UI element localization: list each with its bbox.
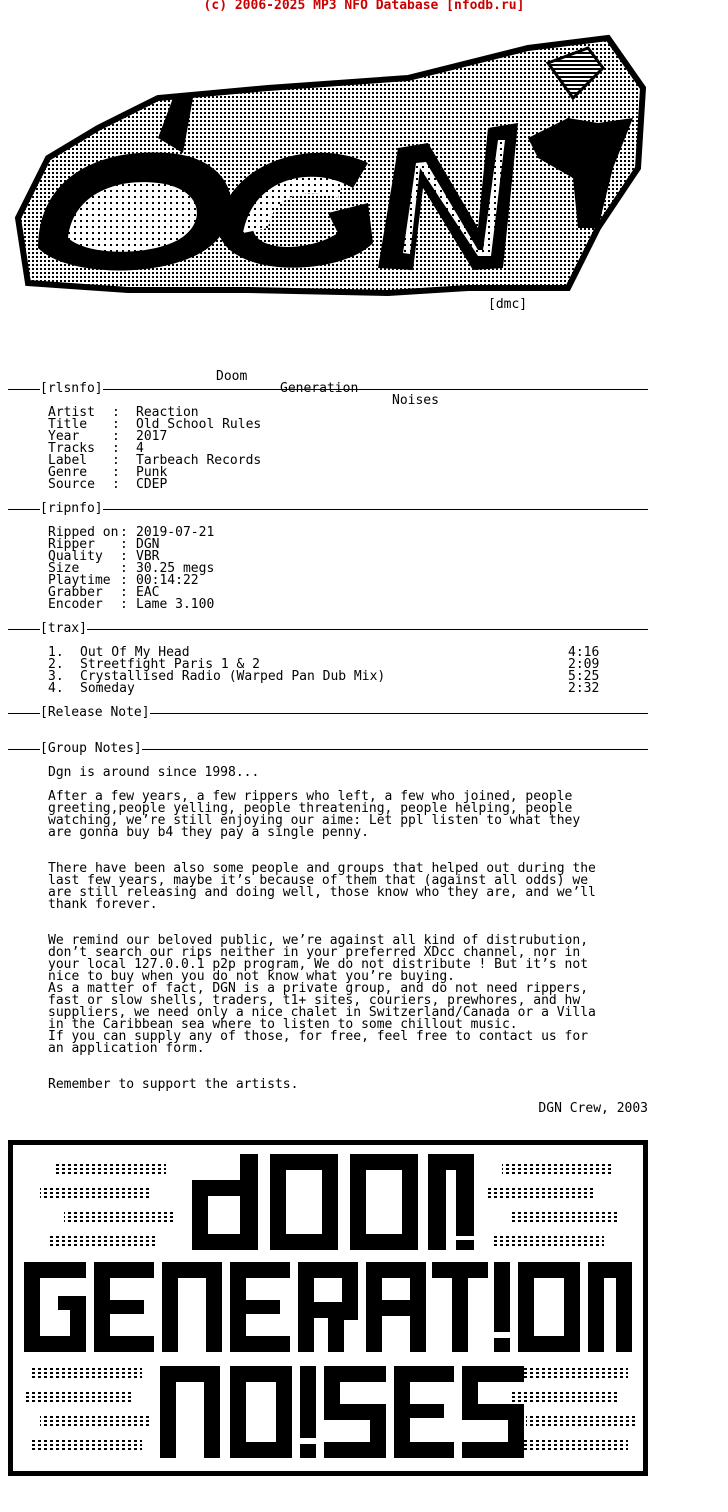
field-value: 2019-07-21 (136, 525, 215, 540)
track-title: Crystallised Radio (Warped Pan Dub Mix) (80, 669, 386, 684)
field-sep: : (120, 549, 128, 564)
track-time: 5:25 (568, 669, 600, 684)
track-number: 1. (48, 645, 64, 660)
field-value: Old School Rules (136, 417, 262, 432)
field-value: Tarbeach Records (136, 453, 262, 468)
section-divider-ripnfo (8, 509, 648, 510)
track-number: 2. (48, 657, 64, 672)
group-title (0, 359, 728, 407)
section-label-trax: [trax] (40, 621, 87, 636)
track-title: Someday (80, 681, 135, 696)
field-key: Encoder (48, 597, 103, 612)
rlsnfo-row (48, 479, 95, 491)
field-key: Size (48, 561, 80, 576)
field-key: Grabber (48, 585, 103, 600)
field-key: Genre (48, 465, 88, 480)
section-label-group-notes: [Group Notes] (40, 741, 142, 756)
field-key: Title (48, 417, 88, 432)
field-value: 30.25 megs (136, 561, 215, 576)
track-title: Streetfight Paris 1 & 2 (80, 657, 261, 672)
doom-generation-noises-ascii-logo (8, 1140, 648, 1476)
field-sep: : (112, 429, 120, 444)
field-value: VBR (136, 549, 160, 564)
field-value: 4 (136, 441, 144, 456)
field-value: CDEP (136, 477, 168, 492)
logo-signature: [dmc] (488, 297, 528, 312)
field-sep: : (112, 465, 120, 480)
section-label-release-note: [Release Note] (40, 705, 150, 720)
track-title: Out Of My Head (80, 645, 190, 660)
group-notes-paragraph: After a few years, a few rippers who left, a few who joined, people greeting,people yelling, people threatening, people helping, people watching, we’re still enjoying our aime: Let ppl listen to what they are gonna buy b4 they pay a single penny. (48, 789, 581, 840)
field-value: Reaction (136, 405, 199, 420)
field-key: Source (48, 477, 95, 492)
field-key: Artist (48, 405, 95, 420)
group-notes-paragraph: Remember to support the artists. (48, 1077, 299, 1092)
field-sep: : (120, 561, 128, 576)
field-value: Lame 3.100 (136, 597, 215, 612)
group-signature: DGN Crew, 2003 (538, 1101, 648, 1116)
field-value: 00:14:22 (136, 573, 199, 588)
field-key: Ripped on (48, 525, 119, 540)
track-time: 2:09 (568, 657, 600, 672)
track-number: 4. (48, 681, 64, 696)
field-sep: : (112, 453, 120, 468)
field-value: DGN (136, 537, 160, 552)
field-sep: : (112, 405, 120, 420)
field-sep: : (112, 417, 120, 432)
field-sep: : (120, 537, 128, 552)
track-time: 4:16 (568, 645, 600, 660)
field-key: Ripper (48, 537, 95, 552)
field-key: Year (48, 429, 80, 444)
field-sep: : (120, 597, 128, 612)
section-label-ripnfo: [ripnfo] (40, 501, 103, 516)
field-key: Label (48, 453, 88, 468)
field-value: EAC (136, 585, 160, 600)
section-label-rlsnfo: [rlsnfo] (40, 381, 103, 396)
field-sep: : (120, 573, 128, 588)
field-sep: : (112, 477, 120, 492)
field-key: Tracks (48, 441, 95, 456)
field-value: 2017 (136, 429, 168, 444)
group-notes-paragraph: There have been also some people and groups that helped out during the last few years, maybe it’s because of them that (against all odds) we are still releasing and doing well, those know who they are, and we’ll thank forever. (48, 861, 596, 912)
group-notes-paragraph: We remind our beloved public, we’re against all kind of distrubution, don’t search our rips neither in your preferred XDcc channel, nor in your local 127.0.0.1 p2p program, We do not distribute ! But it’s not nice to buy when you do not know what you’re buying. As a matter of fact, DGN is a private group, and do not need rippers, fast or slow shells, traders, t1+ sites, couriers, prewhores, and hw suppliers, we need only a nice chalet in Switzerland/Canada or a Villa in the Caribbean sea where to listen to some chillout music. If you can supply any of those, for free, feel free to contact us for an application form. (48, 933, 596, 1056)
title-word-generation: Generation (280, 381, 359, 396)
title-word-doom: Doom (216, 369, 248, 384)
field-sep: : (112, 441, 120, 456)
group-notes-paragraph: Dgn is around since 1998... (48, 765, 260, 780)
track-time: 2:32 (568, 681, 600, 696)
field-key: Quality (48, 549, 103, 564)
field-sep: : (120, 585, 128, 600)
field-key: Playtime (48, 573, 111, 588)
nfo-credit-header: (c) 2006-2025 MP3 NFO Database [nfodb.ru] (203, 0, 525, 13)
section-divider-trax (8, 629, 648, 630)
section-divider-rlsnfo (8, 389, 648, 390)
dgn-ascii-logo (8, 28, 648, 298)
field-sep: : (120, 525, 128, 540)
track-number: 3. (48, 669, 64, 684)
title-word-noises: Noises (392, 393, 439, 408)
field-value: Punk (136, 465, 168, 480)
